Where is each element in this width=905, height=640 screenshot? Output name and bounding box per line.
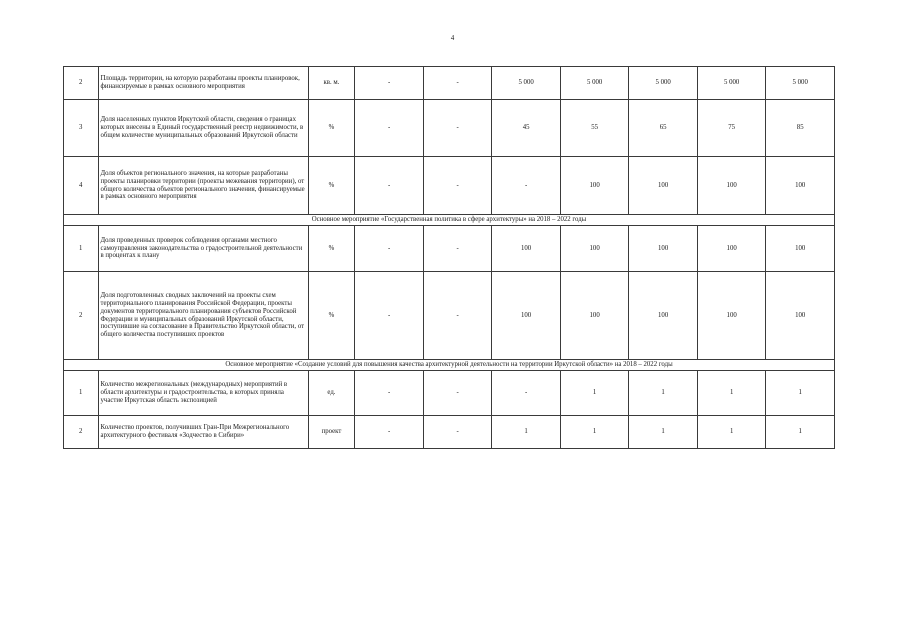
indicator-description: Доля проведенных проверок соблюдения органами местного самоуправления законодательства о градостроительной деятельности в процентах к плану: [98, 226, 308, 272]
section-header-row: [64, 360, 835, 371]
indicator-value: 100: [697, 272, 766, 360]
indicator-value: 5 000: [766, 67, 835, 100]
indicator-value: 1: [697, 416, 766, 449]
row-number: 2: [64, 272, 99, 360]
indicator-value: 1: [629, 371, 698, 416]
indicators-table: [63, 66, 835, 449]
table-row: [64, 100, 835, 157]
indicator-value: -: [492, 371, 561, 416]
section-title: Основное мероприятие «Государственная политика в сфере архитектуры» на 2018 – 2022 годы: [64, 215, 835, 226]
table-row: [64, 67, 835, 100]
row-number: 4: [64, 157, 99, 215]
indicator-description: Доля подготовленных сводных заключений на проекты схем территориального планирования Российской Федерации, проекты документов территориального планирования субъектов Российской Федерации и муниципальных образований Иркутской области, поступившие на согласование в Правительство Иркутской области, от общего количества поступивших проектов: [98, 272, 308, 360]
table-row: [64, 272, 835, 360]
row-number: 1: [64, 226, 99, 272]
indicator-value: 100: [560, 157, 629, 215]
indicator-value: -: [423, 226, 492, 272]
indicator-value: 1: [492, 416, 561, 449]
indicator-value: 100: [766, 272, 835, 360]
unit-of-measure: ед.: [308, 371, 355, 416]
indicator-value: 1: [560, 416, 629, 449]
indicator-value: -: [423, 100, 492, 157]
section-header-row: [64, 215, 835, 226]
indicator-value: 100: [560, 272, 629, 360]
indicator-value: 5 000: [697, 67, 766, 100]
section-title: Основное мероприятие «Создание условий для повышения качества архитектурной деятельности на территории Иркутской области» на 2018 – 2022 годы: [64, 360, 835, 371]
indicator-value: -: [355, 272, 424, 360]
indicator-value: 100: [766, 157, 835, 215]
indicator-value: 5 000: [629, 67, 698, 100]
indicator-value: -: [355, 416, 424, 449]
indicator-value: 1: [629, 416, 698, 449]
table-row: [64, 416, 835, 449]
unit-of-measure: %: [308, 272, 355, 360]
unit-of-measure: проект: [308, 416, 355, 449]
indicator-value: 5 000: [560, 67, 629, 100]
indicator-value: 100: [697, 157, 766, 215]
indicator-description: Количество проектов, получивших Гран-При Межрегионального архитектурного фестиваля «Зодчество в Сибири»: [98, 416, 308, 449]
indicator-value: -: [355, 226, 424, 272]
indicator-value: 100: [697, 226, 766, 272]
indicator-value: -: [423, 272, 492, 360]
indicator-value: 1: [766, 416, 835, 449]
indicator-value: -: [355, 371, 424, 416]
table-row: [64, 226, 835, 272]
indicator-description: Доля населенных пунктов Иркутской области, сведения о границах которых внесены в Единый государственный реестр недвижимости, в общем количестве муниципальных образований Иркутской области: [98, 100, 308, 157]
indicator-value: 1: [560, 371, 629, 416]
indicator-value: -: [423, 67, 492, 100]
indicator-description: Площадь территории, на которую разработаны проекты планировок, финансируемые в рамках основного мероприятия: [98, 67, 308, 100]
unit-of-measure: %: [308, 100, 355, 157]
indicator-value: -: [355, 67, 424, 100]
indicator-value: 100: [629, 272, 698, 360]
indicator-value: -: [423, 416, 492, 449]
indicator-value: 45: [492, 100, 561, 157]
indicator-value: -: [423, 157, 492, 215]
row-number: 3: [64, 100, 99, 157]
indicator-value: 5 000: [492, 67, 561, 100]
indicator-value: 1: [766, 371, 835, 416]
indicator-value: -: [355, 157, 424, 215]
indicator-value: 100: [492, 272, 561, 360]
row-number: 2: [64, 416, 99, 449]
unit-of-measure: кв. м.: [308, 67, 355, 100]
row-number: 1: [64, 371, 99, 416]
page-number: 4: [450, 34, 455, 42]
indicator-value: 100: [629, 226, 698, 272]
table-row: [64, 157, 835, 215]
table-row: [64, 371, 835, 416]
table-body: [64, 67, 835, 449]
unit-of-measure: %: [308, 226, 355, 272]
row-number: 2: [64, 67, 99, 100]
unit-of-measure: %: [308, 157, 355, 215]
indicator-value: -: [423, 371, 492, 416]
indicator-value: 100: [560, 226, 629, 272]
indicator-value: 85: [766, 100, 835, 157]
indicator-value: -: [492, 157, 561, 215]
indicator-value: 100: [492, 226, 561, 272]
indicator-description: Количество межрегиональных (международных) мероприятий в области архитектуры и градостроительства, в которых приняла участие Иркутская область экспозицией: [98, 371, 308, 416]
indicator-value: 100: [766, 226, 835, 272]
indicator-value: 75: [697, 100, 766, 157]
indicator-value: 65: [629, 100, 698, 157]
indicator-description: Доля объектов регионального значения, на которые разработаны проекты планировки территории (проекты межевания территории), от общего количества объектов регионального значения, финансируемые в рамках основного мероприятия: [98, 157, 308, 215]
indicator-value: 100: [629, 157, 698, 215]
indicator-value: -: [355, 100, 424, 157]
indicator-value: 55: [560, 100, 629, 157]
indicator-value: 1: [697, 371, 766, 416]
